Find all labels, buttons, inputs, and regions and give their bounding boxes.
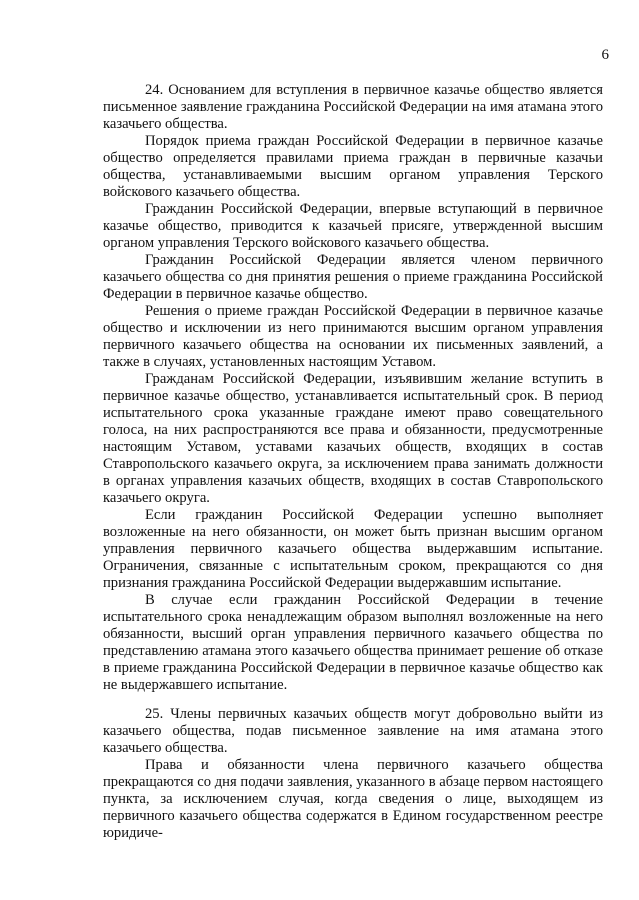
paragraph-25-voluntary-exit: 25. Члены первичных казачьих обществ могут добровольно выйти из казачьего общества, подав письменное заявление на имя атамана этого казачьего общества.	[103, 706, 603, 756]
paragraph-probation-passed: Если гражданин Российской Федерации успешно выполняет возложенные на него обязанности, он может быть признан высшим органом управления первичного казачьего общества выдержавшим испытание. Ограничения, связанные с испытательным сроком, прекращаются со дня признания гражданина Российской Федерации выдержавшим испытание.	[103, 507, 603, 591]
paragraph-probation-period: Гражданам Российской Федерации, изъявившим желание вступить в первичное казачье общество, устанавливается испытательный срок. В период испытательного срока указанные граждане имеют право совещательного голоса, на них распространяются все права и обязанности, предусмотренные настоящим Уставом, уставами казачьих обществ, входящих в состав Ставропольского казачьего округа, за исключением права занимать должности в органах управления казачьих обществ, входящих в состав Ставропольского казачьего округа.	[103, 371, 603, 506]
paragraph-oath: Гражданин Российской Федерации, впервые вступающий в первичное казачье общество, приводится к казачьей присяге, утвержденной высшим органом управления Терского войскового казачьего общества.	[103, 201, 603, 251]
paragraph-membership-start: Гражданин Российской Федерации является членом первичного казачьего общества со дня принятия решения о приеме гражданина Российской Федерации в первичное казачье общество.	[103, 252, 603, 302]
page-number: 6	[601, 47, 609, 63]
paragraph-24-basis: 24. Основанием для вступления в первичное казачье общество является письменное заявление гражданина Российской Федерации на имя атамана этого казачьего общества.	[103, 82, 603, 132]
document-body	[103, 82, 603, 842]
paragraph-admission-decisions: Решения о приеме граждан Российской Федерации в первичное казачье общество и исключении из него принимаются высшим органом управления первичного казачьего общества на основании их письменных заявлений, а также в случаях, установленных настоящим Уставом.	[103, 303, 603, 370]
paragraph-probation-failed: В случае если гражданин Российской Федерации в течение испытательного срока ненадлежащим образом выполнял возложенные на него обязанности, высший орган управления первичного казачьего общества по представлению атамана этого казачьего общества принимает решение об отказе в приеме гражданина Российской Федерации в первичное казачье общество как не выдержавшего испытание.	[103, 592, 603, 693]
paragraph-rights-termination: Права и обязанности члена первичного казачьего общества прекращаются со дня подачи заявления, указанного в абзаце первом настоящего пункта, за исключением случая, когда сведения о лице, выходящем из первичного казачьего общества содержатся в Едином государственном реестре юридиче-	[103, 757, 603, 841]
paragraph-admission-procedure: Порядок приема граждан Российской Федерации в первичное казачье общество определяется правилами приема граждан в первичные казачьи общества, устанавливаемыми высшим органом управления Терского войскового казачьего общества.	[103, 133, 603, 200]
